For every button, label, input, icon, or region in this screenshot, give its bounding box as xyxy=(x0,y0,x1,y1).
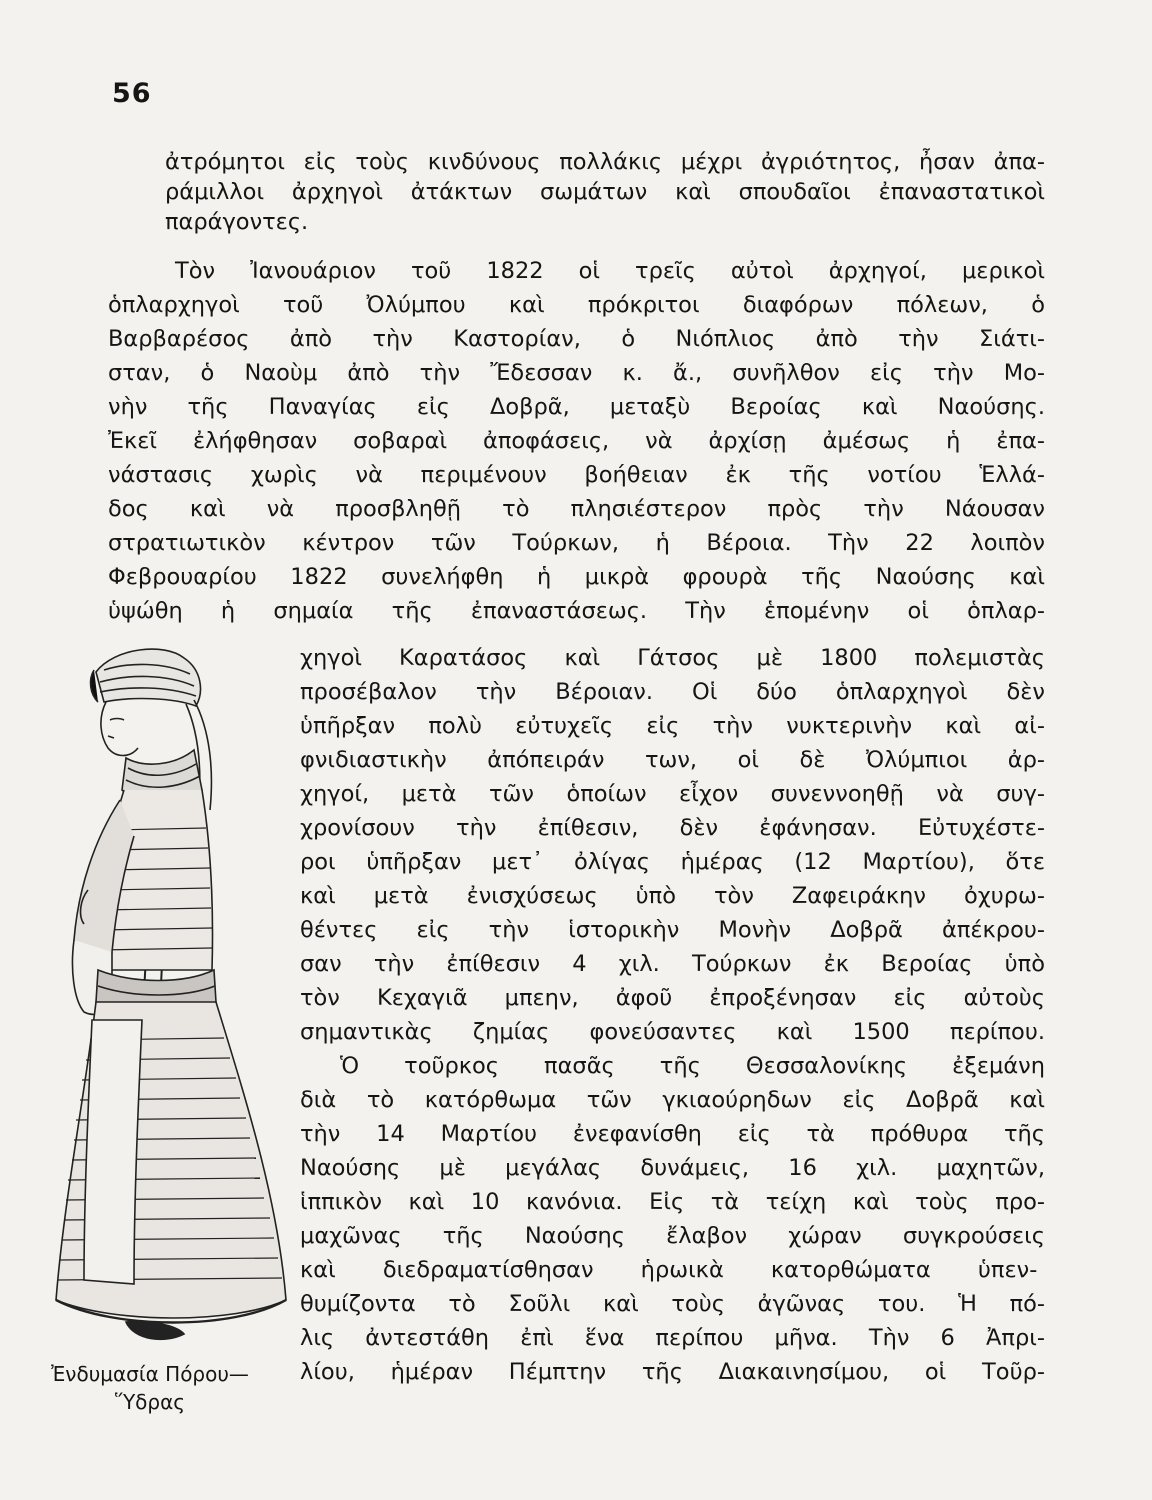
caption-line-2: Ὕδρας xyxy=(114,1390,186,1414)
text-line: διὰ τὸ κατόρθωμα τῶν γκιαούρηδων εἰς Δοβρᾶ καὶ xyxy=(300,1087,1045,1113)
text-line: φνιδιαστικὴν ἀπόπειράν των, οἱ δὲ Ὀλύμπιοι ἀρ- xyxy=(300,747,1045,773)
text-line: ὑπῆρξαν πολὺ εὐτυχεῖς εἰς τὴν νυκτερινὴν καὶ αἰ- xyxy=(300,713,1045,739)
text-line: Ὁ τοῦρκος πασᾶς τῆς Θεσσαλονίκης ἐξεμάνη xyxy=(340,1053,1045,1079)
text-line: Βαρβαρέσος ἀπὸ τὴν Καστορίαν, ὁ Νιόπλιος ἀπὸ τὴν Σιάτι- xyxy=(108,326,1045,352)
text-line: νάστασις χωρὶς νὰ περιμένουν βοήθειαν ἐκ τῆς νοτίου Ἑλλά- xyxy=(108,462,1045,488)
text-line: σαν τὴν ἐπίθεσιν 4 χιλ. Τούρκων ἐκ Βεροίας ὑπὸ xyxy=(300,951,1045,977)
text-line: παράγοντες. xyxy=(165,209,309,235)
text-line: ἱππικὸν καὶ 10 κανόνια. Εἰς τὰ τείχη καὶ τοὺς προ- xyxy=(300,1189,1045,1215)
text-line: ὑψώθη ἡ σημαία τῆς ἐπαναστάσεως. Τὴν ἑπομένην οἱ ὁπλαρ- xyxy=(108,598,1045,624)
text-line: ροι ὑπῆρξαν μετ᾽ ὀλίγας ἡμέρας (12 Μαρτίου), ὅτε xyxy=(300,849,1045,875)
text-line: λις ἀντεστάθη ἐπὶ ἕνα περίπου μῆνα. Τὴν 6 Ἀπρι- xyxy=(300,1325,1045,1351)
text-line: στρατιωτικὸν κέντρον τῶν Τούρκων, ἡ Βέροια. Τὴν 22 λοιπὸν xyxy=(108,530,1045,556)
text-line: λίου, ἡμέραν Πέμπτην τῆς Διακαινησίμου, οἱ Τοῦρ- xyxy=(300,1359,1045,1385)
text-line: Φεβρουαρίου 1822 συνελήφθη ἡ μικρὰ φρουρὰ τῆς Ναούσης καὶ xyxy=(108,564,1045,590)
text-line: τὸν Κεχαγιᾶ μπεην, ἀφοῦ ἐπροξένησαν εἰς αὐτοὺς xyxy=(300,985,1045,1011)
text-line: ράμιλλοι ἀρχηγοὶ ἀτάκτων σωμάτων καὶ σπουδαῖοι ἐπαναστατικοὶ xyxy=(165,179,1045,205)
text-line: καὶ διεδραματίσθησαν ἡρωικὰ κατορθώματα ὑπεν- xyxy=(300,1257,1038,1283)
costume-illustration xyxy=(34,640,296,1360)
text-line: καὶ μετὰ ἐνισχύσεως ὑπὸ τὸν Ζαφειράκην ὀχυρω- xyxy=(300,883,1045,909)
text-line: Ἐκεῖ ἐλήφθησαν σοβαραὶ ἀποφάσεις, νὰ ἀρχίσῃ ἀμέσως ἡ ἐπα- xyxy=(108,428,1045,454)
text-line: χηγοὶ Καρατάσος καὶ Γάτσος μὲ 1800 πολεμιστὰς xyxy=(300,645,1045,671)
text-line: χρονίσουν τὴν ἐπίθεσιν, δὲν ἐφάνησαν. Εὐτυχέστε- xyxy=(300,815,1045,841)
text-line: νὴν τῆς Παναγίας εἰς Δοβρᾶ, μεταξὺ Βεροίας καὶ Ναούσης. xyxy=(108,394,1045,420)
text-line: προσέβαλον τὴν Βέροιαν. Οἱ δύο ὁπλαρχηγοὶ δὲν xyxy=(300,679,1045,705)
text-line: θυμίζοντα τὸ Σοῦλι καὶ τοὺς ἀγῶνας του. Ἡ πό- xyxy=(300,1291,1045,1317)
text-line: σημαντικὰς ζημίας φονεύσαντες καὶ 1500 περίπου. xyxy=(300,1019,1045,1045)
figure-caption xyxy=(0,1360,300,1416)
text-line: ἀτρόμητοι εἰς τοὺς κινδύνους πολλάκις μέχρι ἀγριότητος, ἦσαν ἀπα- xyxy=(165,149,1045,175)
caption-line-1: Ἐνδυμασία Πόρου— xyxy=(51,1362,249,1386)
text-line: Τὸν Ἰανουάριον τοῦ 1822 οἱ τρεῖς αὐτοὶ ἀρχηγοί, μερικοὶ xyxy=(175,258,1045,284)
text-line: δος καὶ νὰ προσβληθῇ τὸ πλησιέστερον πρὸς τὴν Νάουσαν xyxy=(108,496,1045,522)
text-line: μαχῶνας τῆς Ναούσης ἔλαβον χώραν συγκρούσεις xyxy=(300,1223,1045,1249)
text-line: τὴν 14 Μαρτίου ἐνεφανίσθη εἰς τὰ πρόθυρα τῆς xyxy=(300,1121,1045,1147)
text-line: Ναούσης μὲ μεγάλας δυνάμεις, 16 χιλ. μαχητῶν, xyxy=(300,1155,1045,1181)
text-line: ὁπλαρχηγοὶ τοῦ Ὀλύμπου καὶ πρόκριτοι διαφόρων πόλεων, ὁ xyxy=(108,292,1045,318)
page-number: 56 xyxy=(112,78,152,109)
text-line: θέντες εἰς τὴν ἱστορικὴν Μονὴν Δοβρᾶ ἀπέκρου- xyxy=(300,917,1045,943)
text-line: σταν, ὁ Ναοὺμ ἀπὸ τὴν Ἔδεσσαν κ. ἄ., συνῆλθον εἰς τὴν Μο- xyxy=(108,360,1045,386)
text-line: χηγοί, μετὰ τῶν ὁποίων εἶχον συνεννοηθῇ νὰ συγ- xyxy=(300,781,1045,807)
